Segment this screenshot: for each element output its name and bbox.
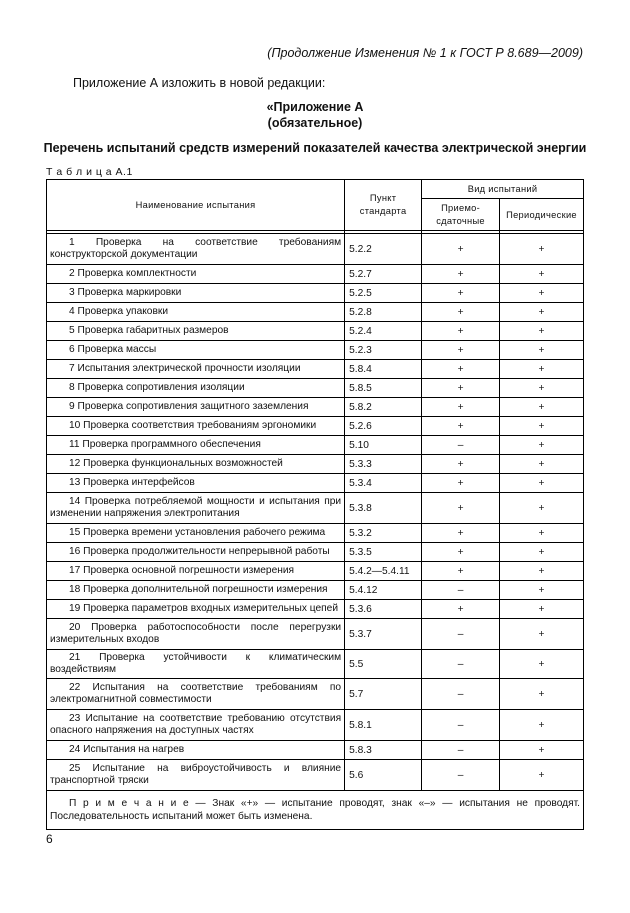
clause-cell: 5.3.5 [345, 543, 422, 562]
periodic-mark: + [500, 524, 584, 543]
table-row [47, 474, 584, 493]
test-name: 2 Проверка комплектности [69, 268, 197, 279]
table-row [47, 524, 584, 543]
clause-cell: 5.8.1 [345, 710, 422, 741]
table-row [47, 379, 584, 398]
table-note-text: П р и м е ч а н и е — Знак «+» — испытание проводят, знак «–» — испытания не проводят. Последовательность испытаний может быть изменена. [50, 798, 580, 822]
periodic-mark: + [500, 741, 584, 760]
test-name: 8 Проверка сопротивления изоляции [69, 382, 245, 393]
table-row [47, 360, 584, 379]
test-name-cell [47, 417, 345, 436]
test-name-cell [47, 303, 345, 322]
periodic-mark: + [500, 562, 584, 581]
test-name-cell [47, 265, 345, 284]
acceptance-mark: + [422, 600, 500, 619]
acceptance-mark: + [422, 265, 500, 284]
table-caption: Перечень испытаний средств измерений показателей качества электрической энергии [43, 141, 587, 155]
acceptance-mark: + [422, 379, 500, 398]
intro-text: Приложение А изложить в новой редакции: [73, 76, 326, 90]
periodic-mark: + [500, 341, 584, 360]
acceptance-mark: – [422, 679, 500, 710]
test-name: 20 Проверка работоспособности после перегрузки измерительных входов [50, 622, 342, 645]
test-name: 18 Проверка дополнительной погрешности измерения [69, 584, 328, 595]
periodic-mark: + [500, 234, 584, 265]
test-name: 17 Проверка основной погрешности измерения [69, 565, 295, 576]
clause-cell: 5.3.2 [345, 524, 422, 543]
acceptance-mark: – [422, 581, 500, 600]
clause-cell: 5.3.8 [345, 493, 422, 524]
acceptance-mark: + [422, 524, 500, 543]
test-name: 5 Проверка габаритных размеров [69, 325, 229, 336]
periodic-mark: + [500, 679, 584, 710]
test-name-cell [47, 398, 345, 417]
test-name-cell [47, 650, 345, 679]
table-row [47, 650, 584, 679]
table-row [47, 436, 584, 455]
acceptance-mark: + [422, 303, 500, 322]
test-name-cell [47, 760, 345, 791]
test-name: 11 Проверка программного обеспечения [69, 439, 261, 450]
acceptance-mark: + [422, 234, 500, 265]
clause-cell: 5.4.12 [345, 581, 422, 600]
periodic-mark: + [500, 436, 584, 455]
table-row [47, 493, 584, 524]
table-row [47, 303, 584, 322]
test-name-cell [47, 284, 345, 303]
test-name: 24 Испытания на нагрев [69, 744, 185, 755]
test-name: 3 Проверка маркировки [69, 287, 182, 298]
periodic-mark: + [500, 474, 584, 493]
clause-cell: 5.2.6 [345, 417, 422, 436]
column-header-name: Наименование испытания [47, 180, 345, 231]
test-name: 14 Проверка потребляемой мощности и испытания при изменении напряжения электропитания [50, 496, 342, 519]
periodic-mark: + [500, 284, 584, 303]
test-name: 6 Проверка массы [69, 344, 157, 355]
table-row [47, 341, 584, 360]
test-name-cell [47, 543, 345, 562]
table-row [47, 398, 584, 417]
acceptance-mark: + [422, 493, 500, 524]
table-row [47, 455, 584, 474]
acceptance-mark: + [422, 474, 500, 493]
periodic-mark: + [500, 417, 584, 436]
periodic-mark: + [500, 379, 584, 398]
table-note [47, 791, 584, 830]
test-name-cell [47, 379, 345, 398]
test-name: 12 Проверка функциональных возможностей [69, 458, 283, 469]
test-name-cell [47, 562, 345, 581]
table-row [47, 710, 584, 741]
table-row [47, 234, 584, 265]
clause-cell: 5.3.6 [345, 600, 422, 619]
test-name-cell [47, 524, 345, 543]
test-name-cell [47, 234, 345, 265]
table-row [47, 619, 584, 650]
acceptance-mark: + [422, 455, 500, 474]
test-name-cell [47, 474, 345, 493]
table-row [47, 322, 584, 341]
periodic-mark: + [500, 455, 584, 474]
test-name: 7 Испытания электрической прочности изоляции [69, 363, 301, 374]
periodic-mark: + [500, 650, 584, 679]
periodic-mark: + [500, 493, 584, 524]
table-row [47, 284, 584, 303]
clause-cell: 5.8.2 [345, 398, 422, 417]
periodic-mark: + [500, 600, 584, 619]
acceptance-mark: – [422, 650, 500, 679]
test-name: 13 Проверка интерфейсов [69, 477, 195, 488]
clause-cell: 5.8.4 [345, 360, 422, 379]
test-name: 1 Проверка на соответствие требованиям конструкторской документации [50, 237, 342, 260]
clause-cell: 5.7 [345, 679, 422, 710]
table-label: Т а б л и ц а А.1 [46, 166, 133, 178]
test-name: 23 Испытание на соответствие требованию отсутствия опасного напряжения на доступных частях [50, 713, 342, 736]
periodic-mark: + [500, 760, 584, 791]
test-name-cell [47, 600, 345, 619]
table-row [47, 600, 584, 619]
test-name: 9 Проверка сопротивления защитного заземления [69, 401, 309, 412]
table-row [47, 562, 584, 581]
test-name-cell [47, 455, 345, 474]
acceptance-mark: – [422, 741, 500, 760]
table-row [47, 760, 584, 791]
test-name-cell [47, 581, 345, 600]
table-row [47, 581, 584, 600]
continuation-header: (Продолжение Изменения № 1 к ГОСТ Р 8.689—2009) [267, 46, 583, 60]
acceptance-mark: + [422, 543, 500, 562]
table-row [47, 679, 584, 710]
acceptance-mark: + [422, 341, 500, 360]
test-name-cell [47, 341, 345, 360]
clause-cell: 5.3.4 [345, 474, 422, 493]
periodic-mark: + [500, 303, 584, 322]
test-name: 15 Проверка времени установления рабочего режима [69, 527, 326, 538]
clause-cell: 5.4.2—5.4.11 [345, 562, 422, 581]
test-name: 25 Испытание на виброустойчивость и влияние транспортной тряски [50, 763, 342, 786]
acceptance-mark: – [422, 760, 500, 791]
appendix-subtitle: (обязательное) [267, 116, 363, 130]
clause-cell: 5.3.3 [345, 455, 422, 474]
clause-cell: 5.6 [345, 760, 422, 791]
column-header-periodic: Периодические [500, 199, 584, 231]
test-name: 22 Испытания на соответствие требованиям по электромагнитной совместимости [50, 682, 342, 705]
periodic-mark: + [500, 360, 584, 379]
table-row [47, 265, 584, 284]
test-name: 16 Проверка продолжительности непрерывной работы [69, 546, 330, 557]
acceptance-mark: + [422, 398, 500, 417]
test-name: 4 Проверка упаковки [69, 306, 169, 317]
test-name-cell [47, 710, 345, 741]
clause-cell: 5.2.8 [345, 303, 422, 322]
test-name: 19 Проверка параметров входных измерительных цепей [69, 603, 339, 614]
test-name-cell [47, 436, 345, 455]
test-name: 21 Проверка устойчивости к климатическим воздействиям [50, 652, 342, 675]
test-name-cell [47, 741, 345, 760]
page-number: 6 [46, 832, 53, 846]
column-header-type: Вид испытаний [422, 180, 584, 199]
test-name-cell [47, 360, 345, 379]
clause-cell: 5.5 [345, 650, 422, 679]
test-name-cell [47, 619, 345, 650]
table-row [47, 543, 584, 562]
periodic-mark: + [500, 265, 584, 284]
clause-cell: 5.2.3 [345, 341, 422, 360]
periodic-mark: + [500, 581, 584, 600]
column-header-acceptance: Приемо-сдаточные [422, 199, 500, 231]
acceptance-mark: – [422, 619, 500, 650]
column-header-clause: Пункт стандарта [345, 180, 422, 231]
acceptance-mark: – [422, 436, 500, 455]
periodic-mark: + [500, 619, 584, 650]
test-name: 10 Проверка соответствия требованиям эргономики [69, 420, 317, 431]
appendix-title: «Приложение А [266, 100, 364, 114]
periodic-mark: + [500, 543, 584, 562]
clause-cell: 5.3.7 [345, 619, 422, 650]
clause-cell: 5.2.7 [345, 265, 422, 284]
appendix-heading [0, 99, 630, 131]
periodic-mark: + [500, 398, 584, 417]
test-name-cell [47, 679, 345, 710]
acceptance-mark: + [422, 322, 500, 341]
table-row [47, 741, 584, 760]
acceptance-mark: + [422, 562, 500, 581]
periodic-mark: + [500, 710, 584, 741]
acceptance-mark: – [422, 710, 500, 741]
clause-cell: 5.10 [345, 436, 422, 455]
test-name-cell [47, 322, 345, 341]
clause-cell: 5.2.4 [345, 322, 422, 341]
table-row [47, 417, 584, 436]
acceptance-mark: + [422, 284, 500, 303]
tests-table [46, 179, 584, 830]
clause-cell: 5.8.5 [345, 379, 422, 398]
clause-cell: 5.2.2 [345, 234, 422, 265]
acceptance-mark: + [422, 360, 500, 379]
periodic-mark: + [500, 322, 584, 341]
acceptance-mark: + [422, 417, 500, 436]
clause-cell: 5.2.5 [345, 284, 422, 303]
test-name-cell [47, 493, 345, 524]
clause-cell: 5.8.3 [345, 741, 422, 760]
